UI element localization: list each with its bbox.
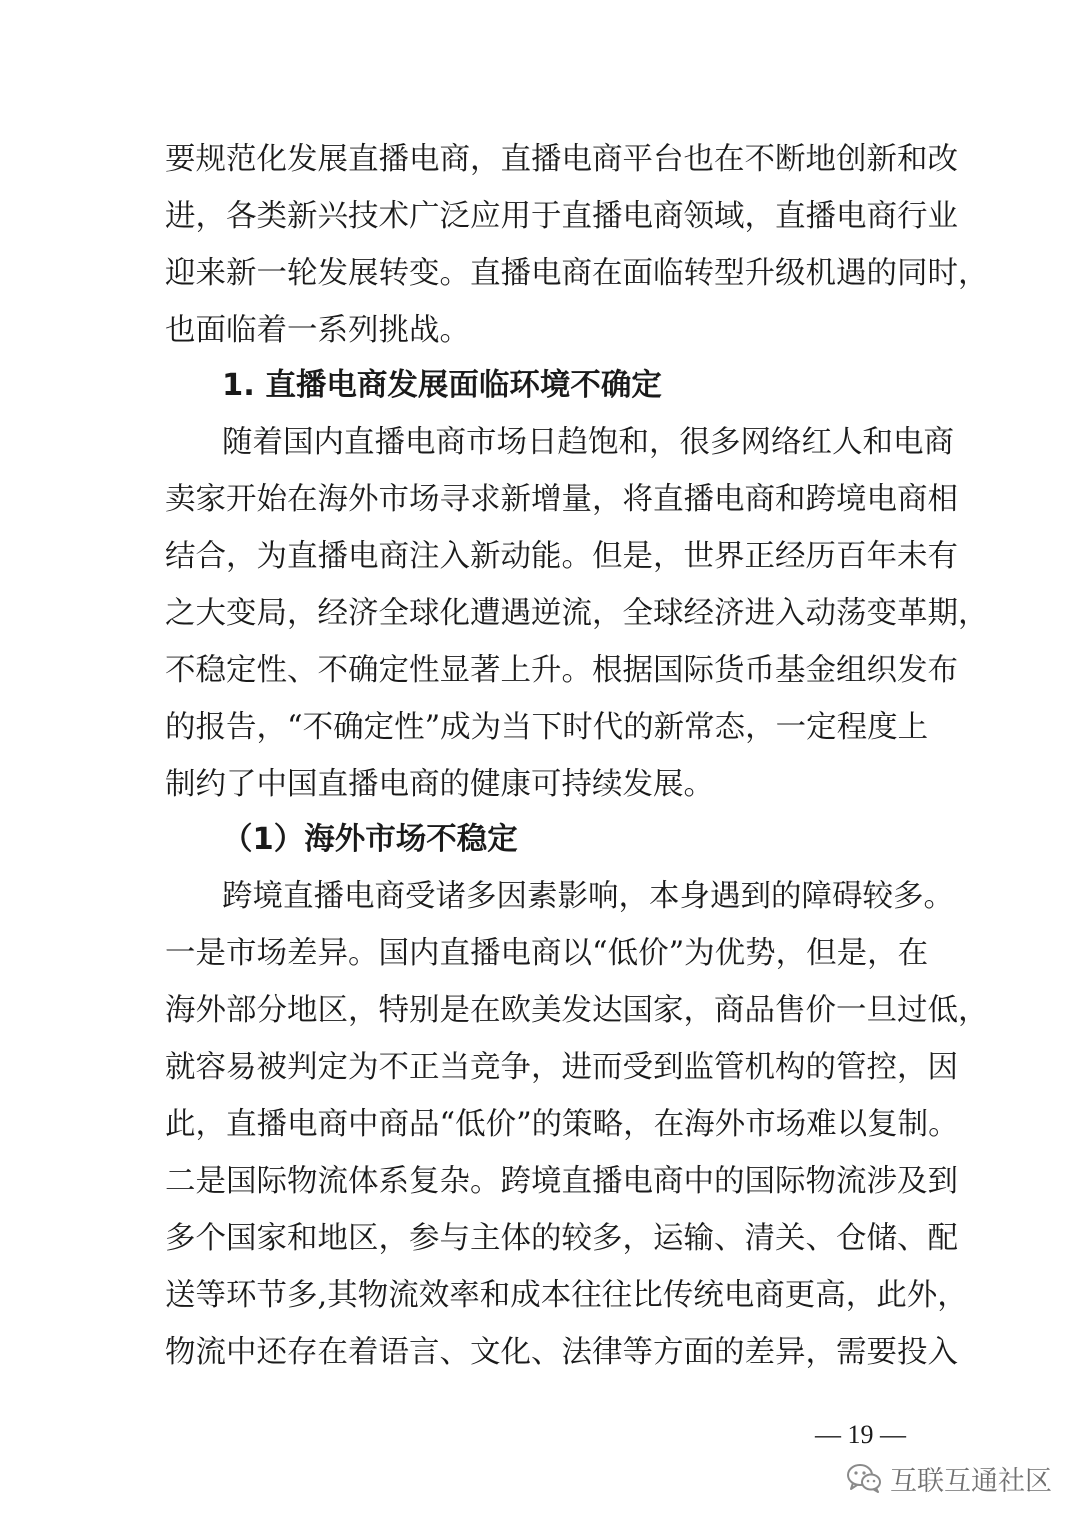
text-line: 多个国家和地区，参与主体的较多，运输、清关、仓储、配 bbox=[165, 1221, 958, 1256]
text-line: 迎来新一轮发展转变。直播电商在面临转型升级机遇的同时， bbox=[165, 256, 989, 291]
page-number: — 19 — bbox=[815, 1420, 906, 1449]
text-line: 的报告，“不确定性”成为当下时代的新常态，一定程度上 bbox=[165, 710, 929, 745]
text-line: 制约了中国直播电商的健康可持续发展。 bbox=[165, 767, 714, 802]
text-line: 跨境直播电商受诸多因素影响，本身遇到的障碍较多。 bbox=[222, 879, 954, 914]
text-line: 送等环节多,其物流效率和成本往往比传统电商更高，此外， bbox=[165, 1278, 968, 1313]
text-line: 二是国际物流体系复杂。跨境直播电商中的国际物流涉及到 bbox=[165, 1164, 958, 1199]
wechat-icon bbox=[846, 1463, 882, 1493]
text-line: 海外部分地区，特别是在欧美发达国家，商品售价一旦过低， bbox=[165, 993, 989, 1028]
watermark-text: 互联互通社区 bbox=[890, 1465, 1052, 1497]
text-line: 随着国内直播电商市场日趋饱和，很多网络红人和电商 bbox=[222, 425, 954, 460]
text-line: 此，直播电商中商品“低价”的策略，在海外市场难以复制。 bbox=[165, 1107, 959, 1142]
text-line: 之大变局，经济全球化遭遇逆流，全球经济进入动荡变革期， bbox=[165, 596, 989, 631]
text-line: 结合，为直播电商注入新动能。但是，世界正经历百年未有 bbox=[165, 539, 958, 574]
text-line: 卖家开始在海外市场寻求新增量，将直播电商和跨境电商相 bbox=[165, 482, 958, 517]
text-line: 也面临着一系列挑战。 bbox=[165, 313, 470, 348]
wechat-watermark bbox=[846, 1458, 1052, 1498]
subsection-heading: （1）海外市场不稳定 bbox=[222, 822, 518, 857]
text-line: 就容易被判定为不正当竞争，进而受到监管机构的管控，因 bbox=[165, 1050, 958, 1085]
text-line: 要规范化发展直播电商，直播电商平台也在不断地创新和改 bbox=[165, 142, 958, 177]
text-line: 物流中还存在着语言、文化、法律等方面的差异，需要投入 bbox=[165, 1335, 958, 1370]
text-line: 不稳定性、不确定性显著上升。根据国际货币基金组织发布 bbox=[165, 653, 958, 688]
section-heading: 1. 直播电商发展面临环境不确定 bbox=[222, 368, 662, 403]
text-line: 一是市场差异。国内直播电商以“低价”为优势，但是，在 bbox=[165, 936, 929, 971]
text-line: 进，各类新兴技术广泛应用于直播电商领域，直播电商行业 bbox=[165, 199, 958, 234]
